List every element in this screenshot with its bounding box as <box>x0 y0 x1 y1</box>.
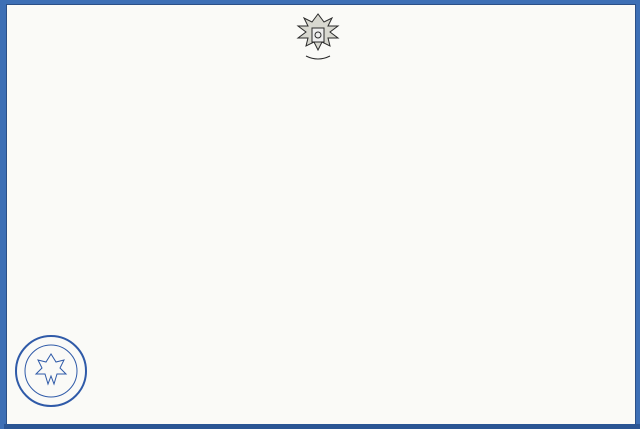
official-seal-icon <box>12 332 90 410</box>
salary-table <box>12 98 620 320</box>
garuda-emblem-icon <box>288 8 348 68</box>
page-edge <box>4 424 640 429</box>
